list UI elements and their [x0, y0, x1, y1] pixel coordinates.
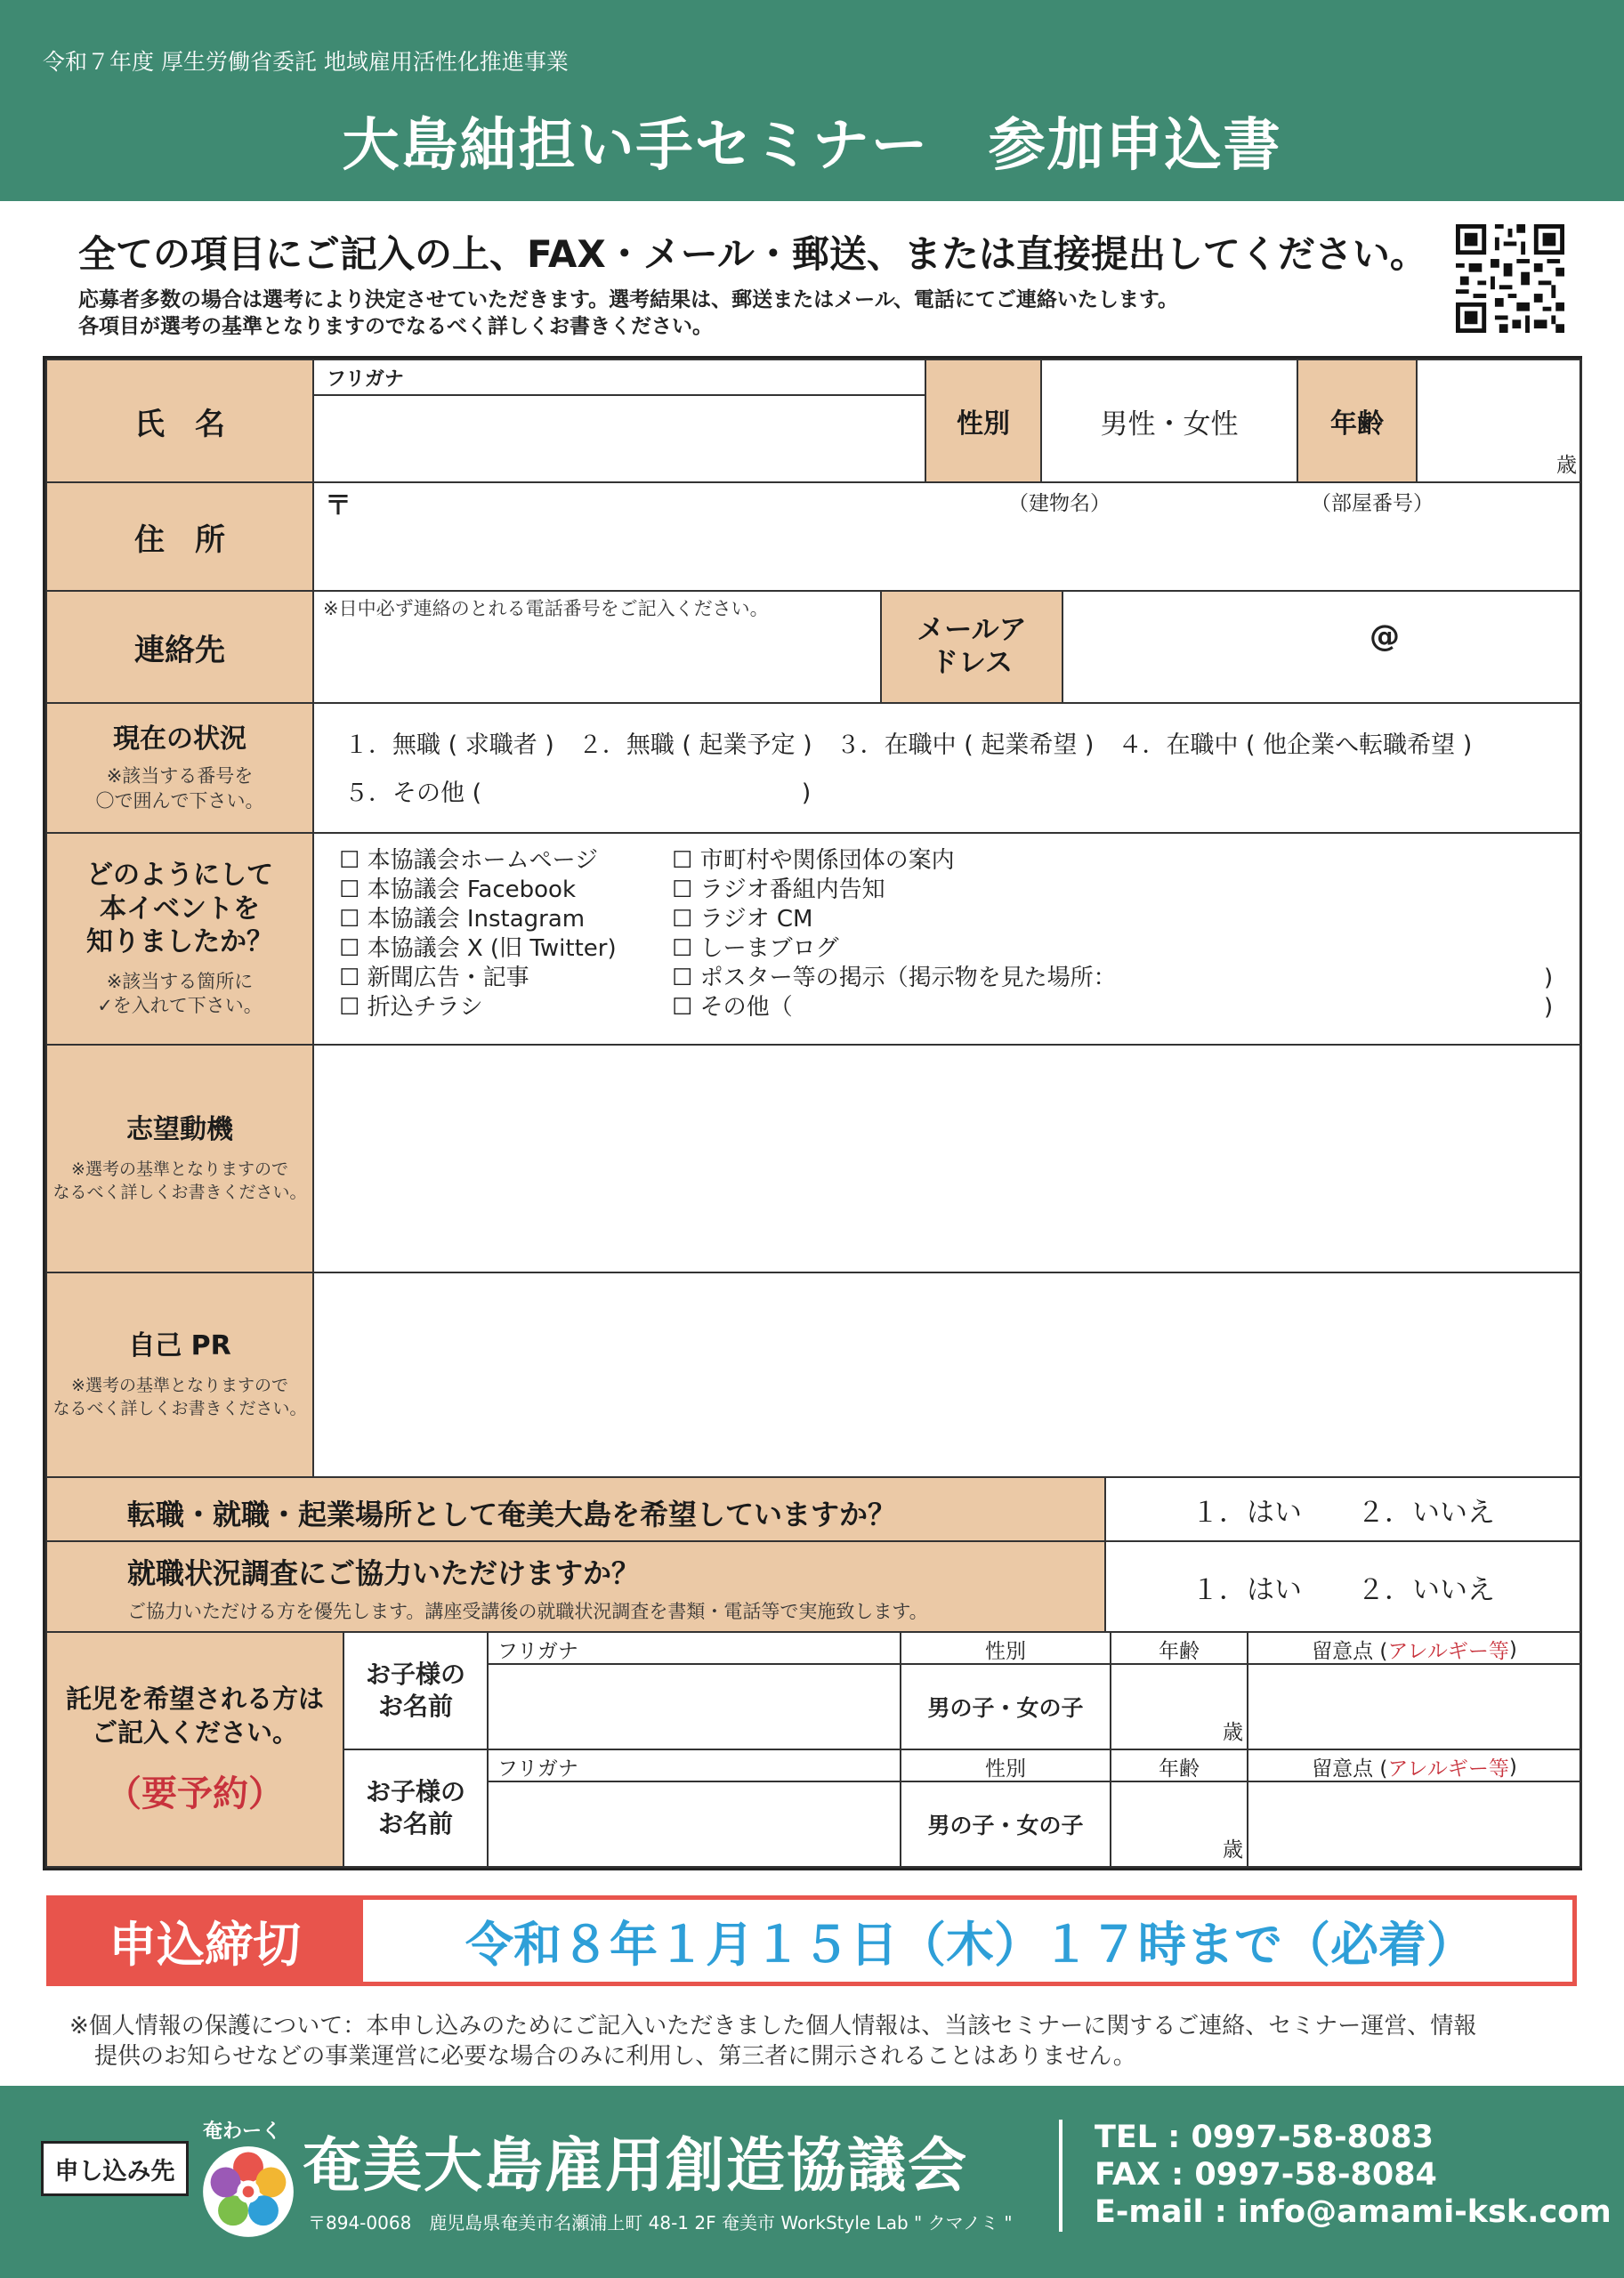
checkbox-newspaper[interactable]: ☐ 新聞広告・記事	[339, 965, 529, 991]
childcare-reserve: （要予約）	[106, 1773, 284, 1815]
age-field[interactable]	[1416, 359, 1582, 483]
deadline-date: 令和８年１月１５日（木）１７時まで（必着）	[465, 1916, 1475, 1973]
how-label: どのようにして 本イベントを 知りましたか？	[86, 860, 273, 958]
q2-options[interactable]: １．はい ２．いいえ	[1104, 1540, 1582, 1633]
child-1-furigana-label: フリガナ	[497, 1640, 578, 1663]
checkbox-instagram[interactable]: ☐ 本協議会 Instagram	[339, 906, 586, 933]
deadline-label: 申込締切	[46, 1895, 363, 1986]
apply-to-label: 申し込み先	[41, 2141, 189, 2196]
header-subtitle: 令和７年度 厚生労働省委託 地域雇用活性化推進事業	[43, 49, 569, 75]
checkbox-other[interactable]: ☐ その他（	[672, 994, 793, 1021]
contact-note: ※日中必ず連絡のとれる電話番号をご記入ください。	[323, 598, 769, 619]
tel-number: TEL : 0997-58-8083	[1095, 2120, 1434, 2155]
checkbox-poster[interactable]: ☐ ポスター等の掲示（掲示物を見た場所：	[672, 965, 1117, 991]
childcare-label: 託児を希望される方は ご記入ください。	[65, 1683, 324, 1748]
address-label: 住 所	[45, 481, 314, 592]
child-1-notes-label: 留意点 ( アレルギー等 )	[1312, 1637, 1517, 1663]
instructions-title: 全ての項目にご記入の上、FAX・メール・郵送、または直接提出してください。	[78, 232, 1427, 276]
child-2-notes-field[interactable]	[1247, 1749, 1582, 1868]
name-furigana-label: フリガナ	[327, 368, 404, 391]
child-1-gender-options: 男の子・女の子	[927, 1695, 1084, 1721]
status-note: ※該当する番号を 〇で囲んで下さい。	[95, 765, 264, 812]
q2-text: 就職状況調査にご協力いただけますか？	[127, 1556, 641, 1590]
pr-note: ※選考の基準となりますので なるべく詳しくお書きください。	[53, 1376, 307, 1418]
email-at-mark: @	[1369, 618, 1400, 654]
child-1-name-label: お子様の お名前	[343, 1631, 489, 1750]
gender-options[interactable]: 男性・女性	[1040, 359, 1298, 483]
q1-text: 転職・就職・起業場所として奄美大島を希望していますか？	[127, 1498, 897, 1531]
q1-options[interactable]: １．はい ２．いいえ	[1104, 1476, 1582, 1542]
email-field[interactable]	[1062, 590, 1582, 704]
other-close-paren: )	[1544, 994, 1554, 1021]
pr-field[interactable]	[312, 1272, 1582, 1478]
flower-logo-icon	[201, 2145, 295, 2239]
status-options-line-1: １．無職 ( 求職者 ) ２．無職 ( 起業予定 ) ３．在職中 ( 起業希望 ) ４．在職中 ( 他企業へ転職希望 )	[344, 731, 1473, 759]
name-label: 氏 名	[45, 359, 314, 483]
status-options[interactable]	[312, 702, 1582, 834]
instructions-line-1: 応募者多数の場合は選考により決定させていただきます。選考結果は、郵送またはメール、電話にてご連絡いたします。	[78, 288, 1179, 311]
fax-number: FAX : 0997-58-8084	[1095, 2157, 1437, 2193]
childcare-label-cell	[45, 1631, 344, 1868]
child-2-age-unit: 歳	[1223, 1838, 1243, 1862]
qr-code-icon[interactable]	[1456, 224, 1564, 333]
how-label-cell	[45, 832, 314, 1046]
phone-field[interactable]	[312, 590, 882, 704]
child-1-gender-cell[interactable]	[900, 1631, 1111, 1750]
instructions-line-2: 各項目が選考の基準となりますのでなるべく詳しくお書きください。	[78, 315, 713, 338]
motive-label: 志望動機	[126, 1113, 233, 1145]
age-unit: 歳	[1556, 454, 1577, 477]
child-1-age-unit: 歳	[1223, 1721, 1243, 1744]
email-label: メールア ドレス	[880, 590, 1063, 704]
checkbox-municipality[interactable]: ☐ 市町村や関係団体の案内	[672, 847, 955, 874]
org-name: 奄美大島雇用創造協議会	[303, 2131, 968, 2200]
application-form	[43, 356, 1582, 1870]
child-2-gender-label: 性別	[985, 1757, 1026, 1781]
footer-divider	[1059, 2120, 1062, 2232]
postal-mark: 〒	[325, 490, 351, 521]
checkbox-flyer[interactable]: ☐ 折込チラシ	[339, 994, 483, 1021]
child-2-gender-cell[interactable]	[900, 1749, 1111, 1868]
motive-note: ※選考の基準となりますので なるべく詳しくお書きください。	[53, 1159, 307, 1202]
room-label: （部屋番号）	[1311, 492, 1434, 515]
motive-label-cell	[45, 1044, 314, 1273]
pr-label-cell	[45, 1272, 314, 1478]
q2-subtext: ご協力いただける方を優先します。講座受講後の就職状況調査を書類・電話等で実施致します。	[127, 1601, 928, 1622]
status-options-line-2: ５．その他 ( )	[344, 780, 812, 807]
gender-label: 性別	[925, 359, 1042, 483]
child-1-gender-label: 性別	[985, 1640, 1026, 1663]
address-field[interactable]	[312, 481, 1582, 592]
name-field[interactable]	[312, 359, 926, 483]
child-1-name-field[interactable]	[487, 1631, 901, 1750]
building-label: （建物名）	[1008, 492, 1111, 515]
contact-label: 連絡先	[45, 590, 314, 704]
motive-field[interactable]	[312, 1044, 1582, 1273]
child-2-furigana-label: フリガナ	[497, 1757, 578, 1781]
org-address: 〒894-0068 鹿児島県奄美市名瀬浦上町 48-1 2F 奄美市 WorkStyle Lab " クマノミ "	[308, 2212, 1013, 2234]
logo-kana: 奄わーく	[203, 2120, 282, 2143]
pr-label: 自己 PR	[128, 1329, 231, 1361]
status-label-cell	[45, 702, 314, 834]
q1-label-cell	[45, 1476, 1106, 1542]
child-2-notes-label: 留意点 ( アレルギー等 )	[1312, 1755, 1517, 1781]
child-2-age-label: 年齢	[1159, 1757, 1200, 1781]
child-2-name-label: お子様の お名前	[343, 1749, 489, 1868]
checkbox-radio-cm[interactable]: ☐ ラジオ CM	[672, 906, 813, 933]
child-2-age-field[interactable]	[1110, 1749, 1248, 1868]
checkbox-homepage[interactable]: ☐ 本協議会ホームページ	[339, 847, 599, 874]
child-2-gender-options: 男の子・女の子	[927, 1813, 1084, 1838]
age-label: 年齢	[1297, 359, 1418, 483]
child-1-age-label: 年齢	[1159, 1640, 1200, 1663]
poster-close-paren: )	[1544, 965, 1554, 991]
privacy-note-line-2: 提供のお知らせなどの事業運営に必要な場合のみに利用し、第三者に開示されることはありません。	[94, 2043, 1136, 2070]
how-note: ※該当する箇所に ✓を入れて下さい。	[97, 970, 263, 1017]
email-address[interactable]: E-mail : info@amami-ksk.com	[1095, 2194, 1612, 2230]
privacy-note-line-1: ※個人情報の保護について：本申し込みのためにご記入いただきました個人情報は、当該セミナーに関するご連絡、セミナー運営、情報	[69, 2013, 1477, 2040]
child-2-name-field[interactable]	[487, 1749, 901, 1868]
child-1-notes-field[interactable]	[1247, 1631, 1582, 1750]
page-title: 大島紬担い手セミナー 参加申込書	[342, 113, 1282, 179]
q2-label-cell	[45, 1540, 1106, 1633]
checkbox-x-twitter[interactable]: ☐ 本協議会 X (旧 Twitter)	[339, 935, 617, 962]
status-label: 現在の状況	[113, 723, 246, 755]
child-1-age-field[interactable]	[1110, 1631, 1248, 1750]
checkbox-facebook[interactable]: ☐ 本協議会 Facebook	[339, 876, 577, 903]
checkbox-radio-program[interactable]: ☐ ラジオ番組内告知	[672, 876, 885, 903]
how-options	[312, 832, 1582, 1046]
checkbox-shima-blog[interactable]: ☐ しーまブログ	[672, 935, 839, 962]
